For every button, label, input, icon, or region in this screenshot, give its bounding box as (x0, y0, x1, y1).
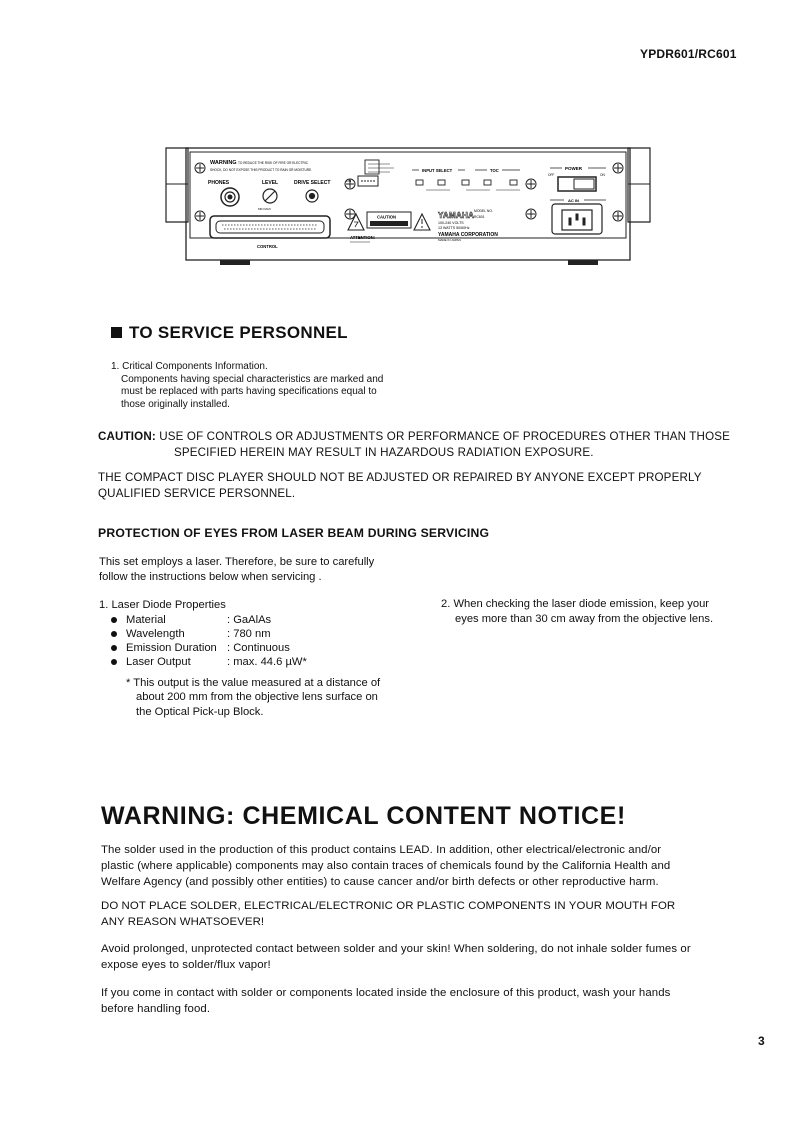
caution-block (98, 429, 730, 461)
laser-intro-line: This set employs a laser. Therefore, be sure to carefully (99, 556, 375, 568)
laser-properties-title: 1. Laser Diode Properties (99, 599, 226, 611)
compact-disc-notice (98, 470, 702, 502)
page-number: 3 (758, 1034, 765, 1048)
panel-power-label: POWER (565, 166, 583, 171)
service-heading (111, 323, 348, 343)
panel-drive-select-label: DRIVE SELECT (294, 180, 331, 186)
chemical-line: ANY REASON WHATSOEVER! (101, 916, 265, 928)
panel-watts: 13 WATTS 50/60Hz (438, 226, 470, 230)
compact-disc-line: QUALIFIED SERVICE PERSONNEL. (98, 487, 296, 500)
caution-line: USE OF CONTROLS OR ADJUSTMENTS OR PERFORMANCE OF PROCEDURES OTHER THAN THOSE (159, 430, 730, 443)
panel-toc-label: TOC (490, 168, 499, 173)
laser-footnote-line: about 200 mm from the objective lens surface on (136, 691, 378, 704)
laser-intro-line: follow the instructions below when servicing . (99, 570, 322, 583)
critical-components-title: 1. Critical Components Information. (111, 361, 268, 372)
laser-property-value: : max. 44.6 µW* (227, 656, 307, 669)
panel-level-label: LEVEL (262, 180, 279, 186)
chemical-line: DO NOT PLACE SOLDER, ELECTRICAL/ELECTRONIC OR PLASTIC COMPONENTS IN YOUR MOUTH FOR (101, 900, 676, 912)
panel-attention-label: ATTENTION: (350, 235, 376, 240)
panel-warning-text: SHOCK, DO NOT EXPOSE THIS PRODUCT TO RAIN OR MOISTURE. (210, 168, 313, 172)
laser-item-2 (441, 597, 713, 626)
panel-on-label: ON (346, 179, 352, 183)
critical-components (111, 361, 383, 411)
laser-item-2-line: 2. When checking the laser diode emission, keep your (441, 598, 710, 610)
critical-components-line: must be replaced with parts having specifications equal to (121, 386, 377, 397)
panel-control-label: CONTROL (257, 244, 278, 249)
drive-select-icon (306, 190, 318, 202)
laser-property (109, 627, 380, 641)
panel-off-label: OFF (548, 173, 555, 177)
control-connector-icon (210, 216, 330, 238)
chemical-warning-heading: WARNING: CHEMICAL CONTENT NOTICE! (101, 802, 626, 830)
laser-property-label: Material (126, 613, 166, 626)
laser-footnote (99, 676, 380, 720)
chemical-line: plastic (where applicable) components may also contain traces of chemicals found by the California Health and (101, 860, 671, 872)
laser-property-value: : Continuous (227, 642, 290, 655)
laser-property (109, 641, 380, 655)
panel-model-no-label: MODEL NO. (474, 209, 493, 213)
input-select-switches (416, 180, 520, 190)
panel-corporation: YAMAHA CORPORATION (438, 232, 498, 238)
chemical-paragraph-4 (101, 985, 670, 1017)
panel-min-max: MIN MAX (258, 207, 271, 211)
panel-phones-label: PHONES (208, 180, 230, 186)
critical-components-line: those originally installed. (121, 398, 230, 410)
chemical-paragraph-2 (101, 898, 675, 930)
panel-brand-logo: YAMAHA (438, 211, 475, 220)
chemical-paragraph-1 (101, 842, 670, 890)
laser-item-2-line: eyes more than 30 cm away from the objective lens. (455, 612, 714, 625)
laser-footnote-line: the Optical Pick-up Block. (136, 705, 264, 718)
laser-footnote-line: * This output is the value measured at a distance of (126, 676, 381, 689)
panel-made-in: MADE IN JAPAN (438, 238, 461, 242)
panel-power-on-label: ON (600, 173, 605, 177)
level-knob-icon (263, 189, 277, 203)
laser-property-label: Emission Duration (126, 642, 217, 655)
chemical-line: expose eyes to solder/flux vapor! (101, 959, 271, 971)
panel-warning-title: WARNING (210, 160, 237, 166)
chemical-line: Welfare Agency (and possibly other entities) to cause cancer and/or birth defects or other reproductive harm. (101, 876, 659, 888)
laser-intro (99, 555, 374, 584)
ac-inlet-icon (552, 204, 602, 234)
phones-jack-icon (221, 188, 239, 206)
chemical-paragraph-3 (101, 941, 691, 973)
caution-label: CAUTION: (98, 430, 156, 443)
bullet-square-icon (111, 327, 122, 338)
service-heading-text: TO SERVICE PERSONNEL (129, 323, 348, 342)
laser-properties (99, 598, 380, 719)
chemical-line: before handling food. (101, 1003, 211, 1015)
laser-property-value: : GaAlAs (227, 613, 272, 626)
laser-property-value: : 780 nm (227, 627, 271, 640)
panel-model-value: RC601 (474, 215, 485, 219)
laser-property-label: Wavelength (126, 627, 185, 640)
panel-caution-label: CAUTION (377, 214, 397, 220)
model-id: YPDR601/RC601 (640, 47, 737, 61)
laser-property-label: Laser Output (126, 656, 191, 669)
panel-input-select-label: INPUT SELECT (422, 168, 453, 173)
caution-line: SPECIFIED HEREIN MAY RESULT IN HAZARDOUS RADIATION EXPOSURE. (174, 446, 594, 459)
chemical-line: If you come in contact with solder or components located inside the enclosure of this product, wash your hands (101, 987, 671, 999)
chemical-line: The solder used in the production of this product contains LEAD. In addition, other electrical/electronic and/or (101, 844, 662, 856)
compact-disc-line: THE COMPACT DISC PLAYER SHOULD NOT BE ADJUSTED OR REPAIRED BY ANYONE EXCEPT PROPERLY (98, 471, 702, 484)
critical-components-line: Components having special characteristics are marked and (121, 373, 384, 385)
laser-heading: PROTECTION OF EYES FROM LASER BEAM DURING SERVICING (98, 526, 490, 540)
rear-panel-illustration (160, 144, 656, 268)
laser-property (109, 613, 380, 627)
panel-volts: 100-240 VOLTS (438, 221, 464, 225)
panel-warning-text: TO REDUCE THE RISK OF FIRE OR ELECTRIC (238, 161, 309, 165)
panel-ac-in-label: AC IN (568, 198, 579, 203)
laser-property (109, 655, 380, 669)
chemical-line: Avoid prolonged, unprotected contact between solder and your skin! When soldering, do not inhale solder fumes or (101, 943, 691, 955)
